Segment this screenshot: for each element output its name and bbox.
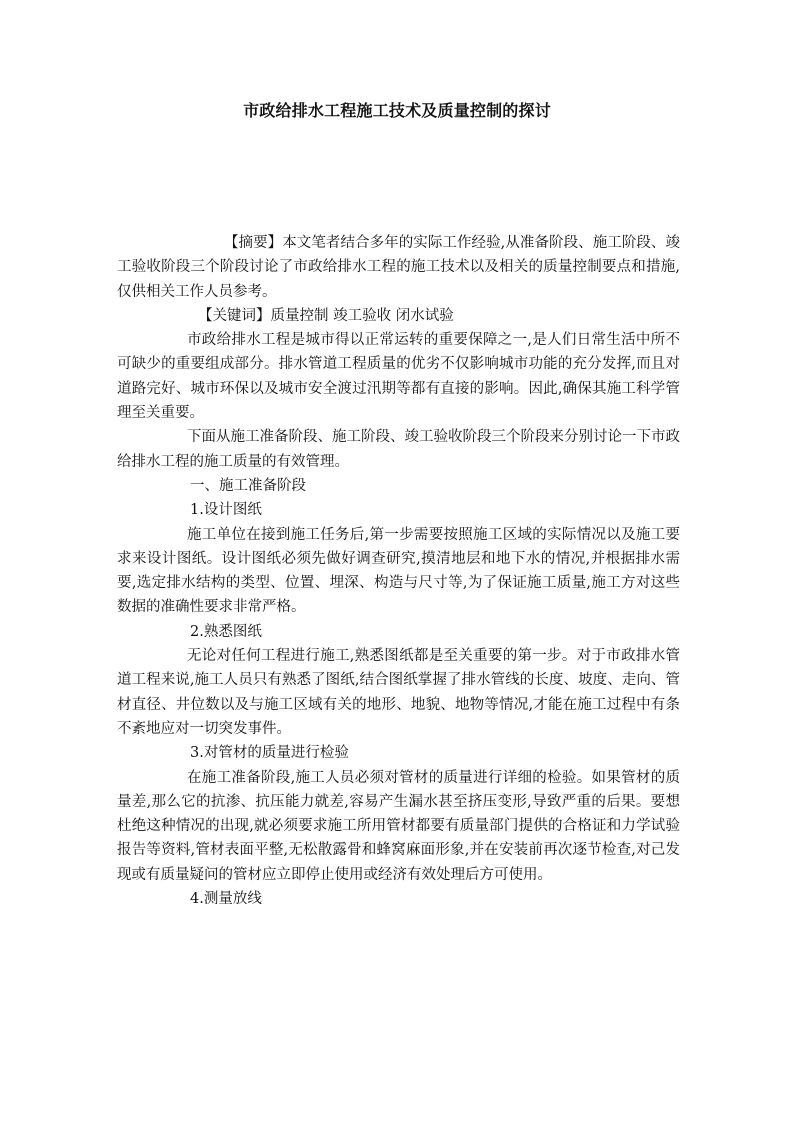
subsection-4-heading: 4.测量放线 [190,891,262,908]
subsection-2-heading: 2.熟悉图纸 [190,623,262,640]
subsection-3-heading: 3.对管材的质量进行检验 [190,745,349,762]
intro-paragraph-1: 市政给排水工程是城市得以正常运转的重要保障之一,是人们日常生活中所不可缺少的重要组成部分。排水管道工程质量的优劣不仅影响城市功能的充分发挥,而且对道路完好、城市环保以及城市安全渡过汛期等都有直接的影响。因此,确保其施工科学管理至关重要。 [117,332,680,422]
subsection-2-paragraph: 无论对任何工程进行施工,熟悉图纸都是至关重要的第一步。对于市政排水管道工程来说,施工人员只有熟悉了图纸,结合图纸掌握了排水管线的长度、坡度、走向、管材直径、井位数以及与施工区域有关的地形、地貌、地物等情况,才能在施工过程中有条不紊地应对一切突发事件。 [117,648,680,737]
section-1-heading: 一、施工准备阶段 [190,477,306,494]
keywords-paragraph: 【关键词】质量控制 竣工验收 闭水试验 [198,307,454,324]
subsection-1-heading: 1.设计图纸 [190,502,262,519]
abstract-paragraph: 【摘要】本文笔者结合多年的实际工作经验,从准备阶段、施工阶段、竣工验收阶段三个阶段讨论了市政给排水工程的施工技术以及相关的质量控制要点和措施,仅供相关工作人员参考。 [117,235,680,300]
intro-paragraph-2: 下面从施工准备阶段、施工阶段、竣工验收阶段三个阶段来分别讨论一下市政给排水工程的施工质量的有效管理。 [117,429,680,470]
subsection-3-paragraph: 在施工准备阶段,施工人员必须对管材的质量进行详细的检验。如果管材的质量差,那么它的抗渗、抗压能力就差,容易产生漏水甚至挤压变形,导致严重的后果。要想杜绝这种情况的出现,就必须要求施工所用管材都要有质量部门提供的合格证和力学试验报告等资料,管材表面平整,无松散露骨和蜂窝麻面形象,并在安装前再次逐节检查,对己发现或有质量疑问的管材应立即停止使用或经济有效处理后方可使用。 [117,769,680,883]
subsection-1-paragraph: 施工单位在接到施工任务后,第一步需要按照施工区域的实际情况以及施工要求来设计图纸。设计图纸必须先做好调查研究,摸清地层和地下水的情况,并根据排水需要,选定排水结构的类型、位置、埋深、构造与尺寸等,为了保证施工质量,施工方对这些数据的准确性要求非常严格。 [117,526,680,616]
document-body [117,231,680,911]
document-title: 市政给排水工程施工技术及质量控制的探讨 [243,101,551,120]
